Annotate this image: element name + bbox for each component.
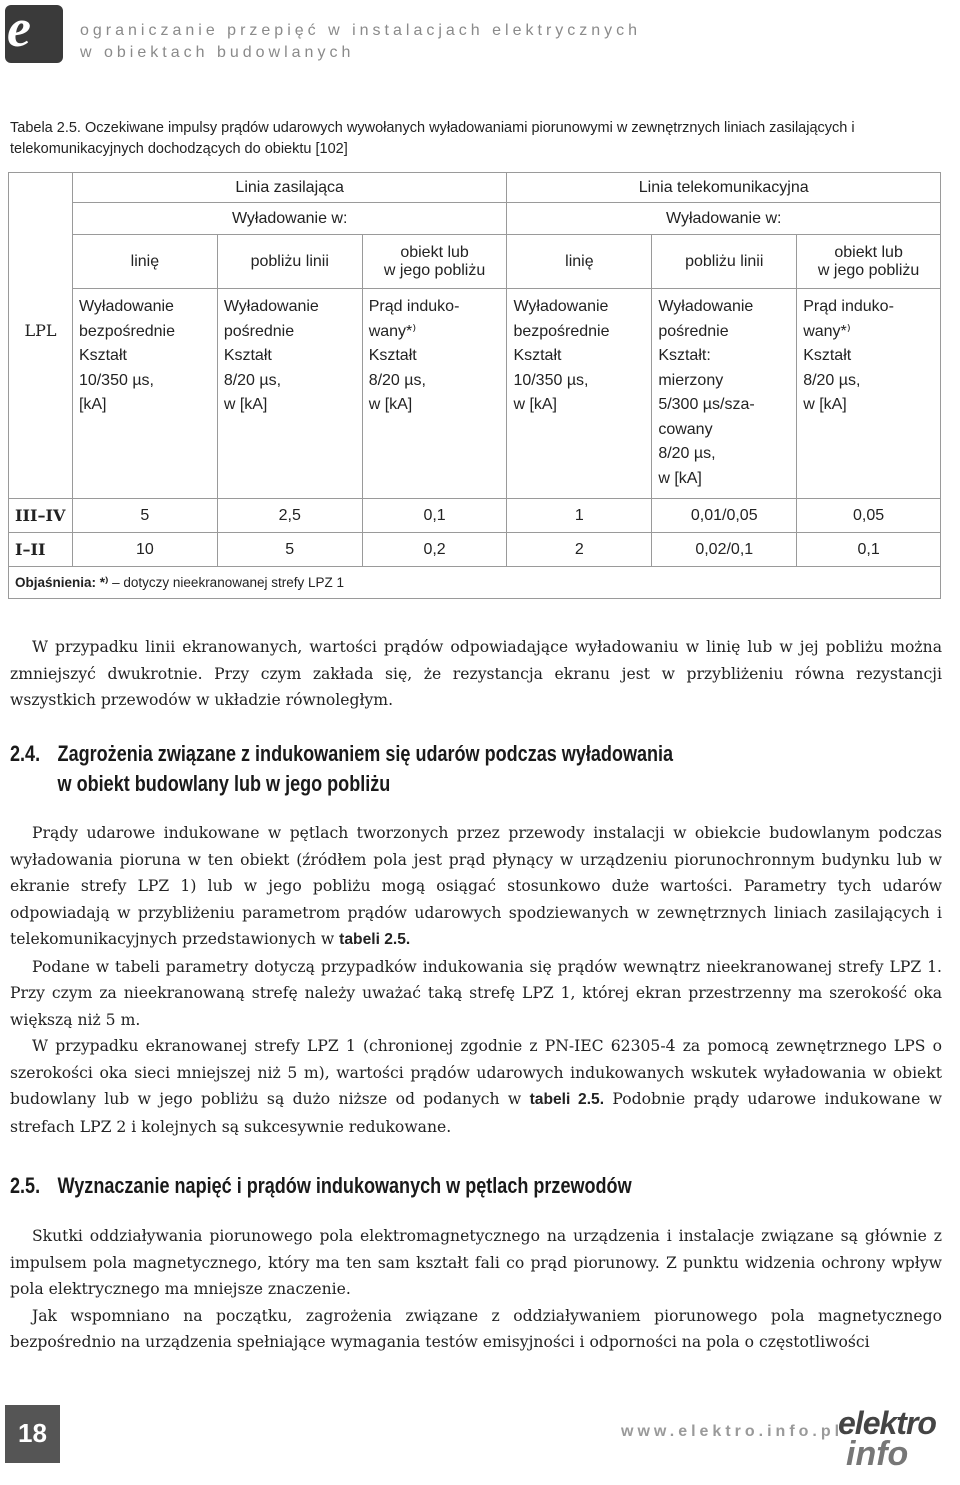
section-title-line1: Zagrożenia związane z indukowaniem się udarów podczas wyładowania xyxy=(57,741,674,766)
desc-cell-5: Wyładowanie pośrednie Kształt: mierzony 5/300 µs/sza- cowany 8/20 µs, w [kA] xyxy=(652,289,797,499)
table-cell: 0,01/0,05 xyxy=(652,499,797,533)
footer-url[interactable]: www.elektro.info.pl xyxy=(621,1423,844,1440)
row-lpl: III–IV xyxy=(9,499,73,533)
group-header-left: Linia zasilająca xyxy=(72,173,507,203)
desc-cell-6: Prąd induko- wany*⁾ Kształt 8/20 µs, w [kA] xyxy=(797,289,941,499)
page-number-box xyxy=(5,1405,60,1463)
paragraph: Jak wspomniano na początku, zagrożenia związane z oddziaływaniem piorunowego pola magnetycznego bezpośrednio na urządzenia spełniające wymagania testów emisyjności i odporności na pola o częstotliwości xyxy=(10,1306,942,1351)
data-table xyxy=(8,172,941,599)
row-lpl: I–II xyxy=(9,533,73,567)
table-cell: 2,5 xyxy=(217,499,362,533)
subgroup-header-left: Wyładowanie w: xyxy=(72,203,507,235)
col-header-obiekt-2: obiekt lub w jego pobliżu xyxy=(797,235,941,289)
brand-logo-line2: info xyxy=(846,1435,909,1473)
table-cell: 0,2 xyxy=(362,533,507,567)
paragraph-after-table: W przypadku linii ekranowanych, wartości prądów odpowiadające wyładowaniu w linię lub w jej pobliżu można zmniejszyć dwukrotnie. Przy czym zakłada się, że rezystancja ekranu jest w przybliżeniu równa rezystancji wszystkich przewodów w układzie równoległym. xyxy=(10,638,942,709)
footnote-mark: *⁾ xyxy=(99,574,109,590)
table-cell: 1 xyxy=(507,499,652,533)
running-header-line1: ograniczanie przepięć w instalacjach elektrycznych xyxy=(80,22,642,39)
table-reference: tabeli 2.5. xyxy=(529,1091,605,1108)
table-cell: 0,02/0,1 xyxy=(652,533,797,567)
brand-logo xyxy=(838,1405,946,1475)
footnote-label: Objaśnienia: xyxy=(15,574,97,590)
section-heading-2-4 xyxy=(10,739,673,799)
section-2-4-body xyxy=(10,820,942,1140)
table-cell: 5 xyxy=(217,533,362,567)
running-header xyxy=(80,20,641,64)
table-footnote xyxy=(9,567,941,599)
brand-logo-line1: elektro xyxy=(838,1405,936,1441)
table-cell: 0,05 xyxy=(797,499,941,533)
subgroup-header-right: Wyładowanie w: xyxy=(507,203,941,235)
section-title: Wyznaczanie napięć i prądów indukowanych w pętlach przewodów xyxy=(57,1173,632,1198)
section-heading-2-5 xyxy=(10,1171,632,1201)
paragraph: W przypadku ekranowanej strefy LPZ 1 (chronionej zgodnie z PN-IEC 62305-4 za pomocą zewnętrznego LPS o szerokości oka sieci mniejszej niż 5 m), wartości prądów udarowych indukowanych wskutek wyładowania w obiekt budowlany lub w jego pobliżu są dużo niższe od podanych w tabeli 2.5. Podobnie prądy udarowe indukowane w strefach LPZ 2 i kolejnych są sukcesywnie redukowane. xyxy=(10,1037,942,1136)
col-header-linie-1: linię xyxy=(72,235,217,289)
desc-cell-1: Wyładowanie bezpośrednie Kształt 10/350 µs, [kA] xyxy=(72,289,217,499)
table-cell: 10 xyxy=(72,533,217,567)
table-cell: 0,1 xyxy=(797,533,941,567)
running-header-line2: w obiektach budowlanych xyxy=(80,44,355,61)
section-number: 2.4. xyxy=(10,741,41,766)
footnote-text: – dotyczy nieekranowanej strefy LPZ 1 xyxy=(112,574,345,590)
paragraph: Skutki oddziaływania piorunowego pola elektromagnetycznego na urządzenia i instalacje związane są głównie z impulsem pola magnetycznego, który ma ten sam kształt fali co prąd piorunowy. Z punktu widzenia ochrony wpływ pola elektrycznego ma mniejsze znaczenie. xyxy=(10,1227,942,1298)
col-header-pobliz-1: pobliżu linii xyxy=(217,235,362,289)
table-cell: 2 xyxy=(507,533,652,567)
desc-cell-4: Wyładowanie bezpośrednie Kształt 10/350 µs, w [kA] xyxy=(507,289,652,499)
table-cell: 5 xyxy=(72,499,217,533)
table-cell: 0,1 xyxy=(362,499,507,533)
paragraph: Podane w tabeli parametry dotyczą przypadków indukowania się prądów wewnątrz nieekranowanej strefy LPZ 1. Przy czym za nieekranowaną strefę należy uważać taką strefę LPZ 1, której ekran przestrzenny ma szerokość oka większą niż 5 m. xyxy=(10,957,942,1029)
logo xyxy=(5,0,63,63)
table-row xyxy=(9,499,941,533)
section-title-line2: w obiekt budowlany lub w jego pobliżu xyxy=(57,771,391,796)
lpl-header: LPL xyxy=(9,173,73,499)
table-reference: tabeli 2.5. xyxy=(339,931,411,948)
col-header-linie-2: linię xyxy=(507,235,652,289)
desc-cell-3: Prąd induko- wany*⁾ Kształt 8/20 µs, w [kA] xyxy=(362,289,507,499)
section-number: 2.5. xyxy=(10,1173,41,1198)
table-row xyxy=(9,533,941,567)
page-number: 18 xyxy=(18,1418,47,1448)
paragraph: Prądy udarowe indukowane w pętlach tworzonych przez przewody instalacji w obiekcie budowlanym podczas wyładowania pioruna w ten obiekt (źródłem pola jest prąd płynący w urządzeniu piorunochronnym budynku lub w ekranie strefy LPZ 1) lub w jego pobliżu mogą osiągać stosunkowo duże wartości. Parametry tych udarów odpowiadają w przybliżeniu parametrom prądów udarowych spodziewanych w zewnętrznych liniach zasilających i telekomunikacyjnych przedstawionych w tabeli 2.5. xyxy=(10,824,942,948)
group-header-right: Linia telekomunikacyjna xyxy=(507,173,941,203)
table-caption: Tabela 2.5. Oczekiwane impulsy prądów udarowych wywołanych wyładowaniami piorunowymi w zewnętrznych liniach zasilających i telekomunikacyjnych dochodzących do obiektu [102] xyxy=(10,120,855,157)
section-2-5-body xyxy=(10,1223,942,1356)
col-header-obiekt-1: obiekt lub w jego pobliżu xyxy=(362,235,507,289)
desc-cell-2: Wyładowanie pośrednie Kształt 8/20 µs, w [kA] xyxy=(217,289,362,499)
logo-letter: e xyxy=(7,0,31,58)
col-header-pobliz-2: pobliżu linii xyxy=(652,235,797,289)
